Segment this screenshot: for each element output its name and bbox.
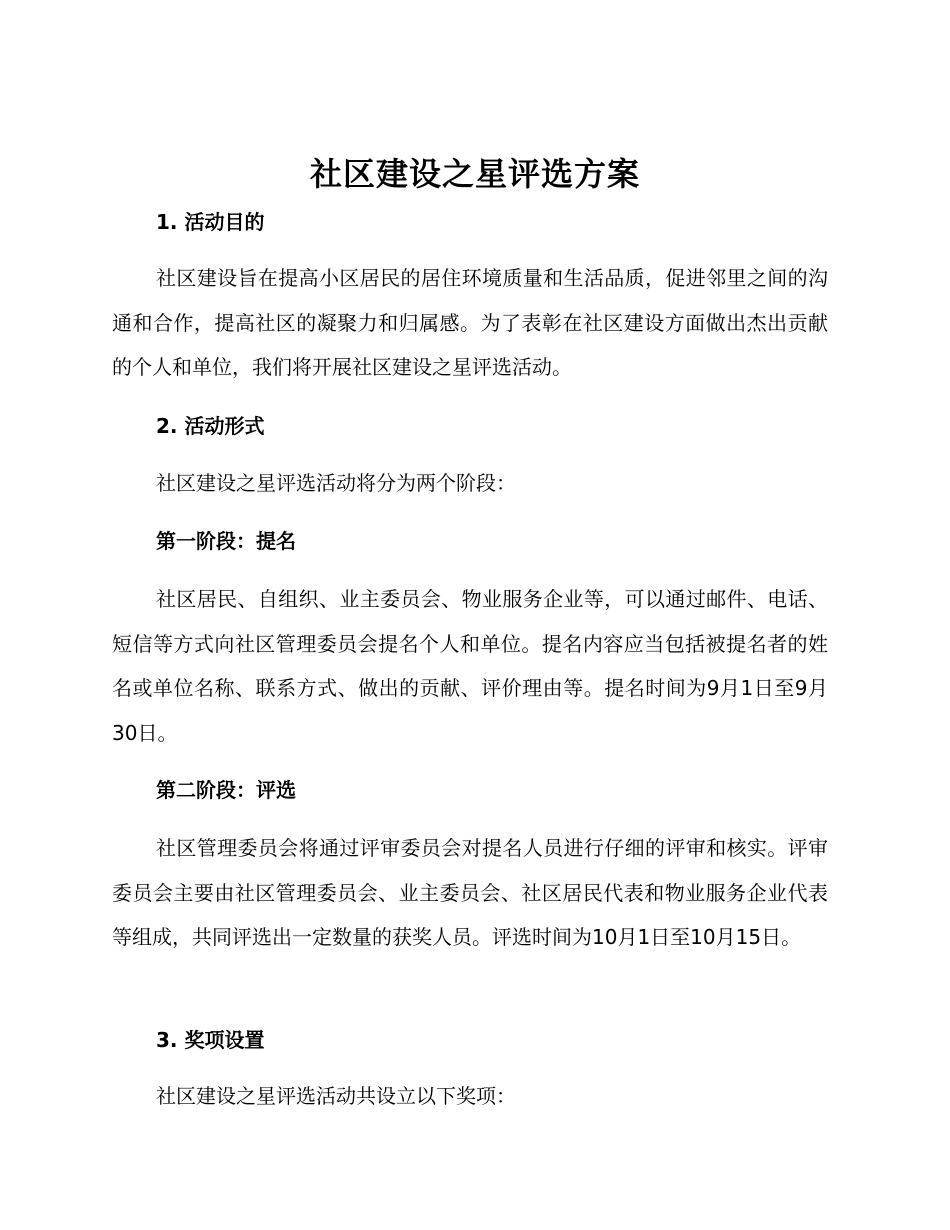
paragraph-purpose: 社区建设旨在提高小区居民的居住环境质量和生活品质，促进邻里之间的沟通和合作，提高社区的凝聚力和归属感。为了表彰在社区建设方面做出杰出贡献的个人和单位，我们将开展社区建设之星评选活动。: [112, 266, 828, 379]
section-heading-format: 2. 活动形式: [156, 414, 265, 438]
document-title: 社区建设之星评选方案: [309, 155, 640, 193]
paragraph-awards-intro: 社区建设之星评选活动共设立以下奖项：: [156, 1084, 516, 1108]
section-heading-awards: 3. 奖项设置: [156, 1028, 265, 1052]
paragraph-stage-one: 社区居民、自组织、业主委员会、物业服务企业等，可以通过邮件、电话、短信等方式向社区管理委员会提名个人和单位。提名内容应当包括被提名者的姓名或单位名称、联系方式、做出的贡献、评价理由等。提名时间为9月1日至9月30日。: [112, 587, 828, 745]
section-heading-stage-two: 第二阶段：评选: [156, 778, 296, 802]
paragraph-stage-two: 社区管理委员会将通过评审委员会对提名人员进行仔细的评审和核实。评审委员会主要由社区管理委员会、业主委员会、社区居民代表和物业服务企业代表等组成，共同评选出一定数量的获奖人员。评选时间为10月1日至10月15日。: [112, 836, 828, 949]
section-heading-purpose: 1. 活动目的: [156, 210, 265, 234]
section-heading-stage-one: 第一阶段：提名: [156, 529, 296, 553]
paragraph-format-intro: 社区建设之星评选活动将分为两个阶段：: [156, 471, 516, 495]
